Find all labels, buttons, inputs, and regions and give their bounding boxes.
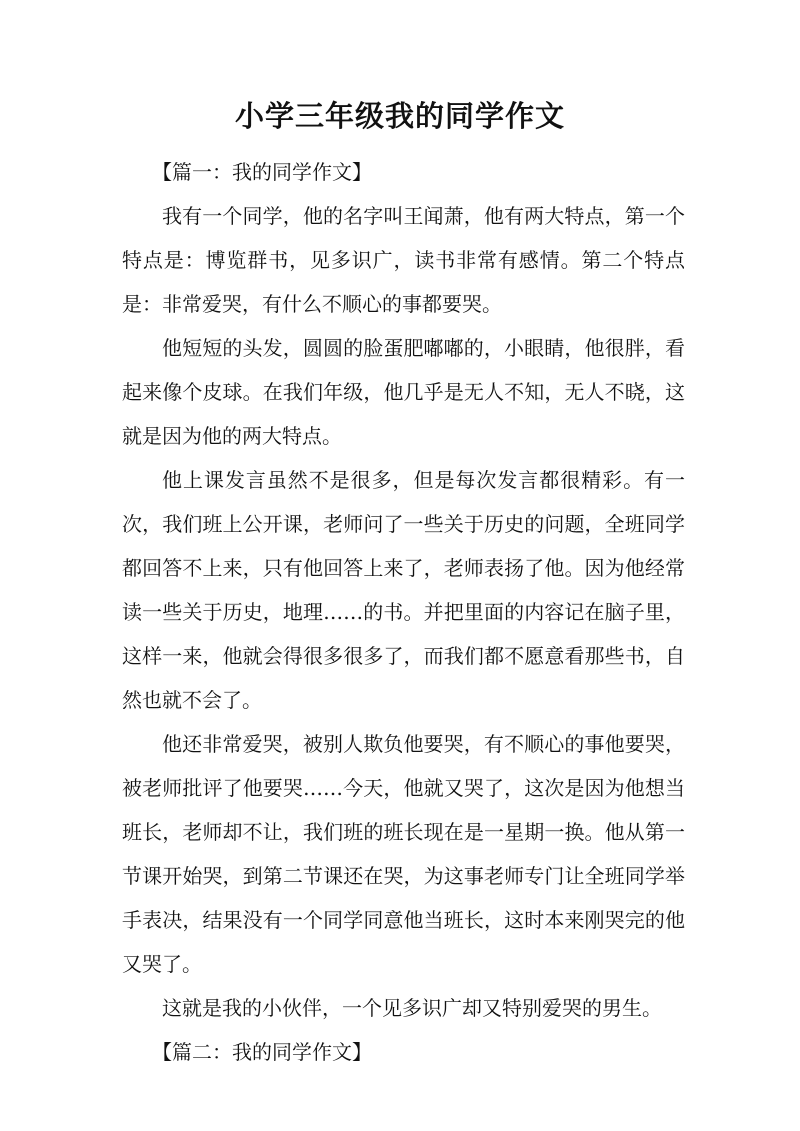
section-heading-2: 【篇二：我的同学作文】	[152, 1040, 372, 1064]
paragraph-4: 他还非常爱哭，被别人欺负他要哭，有不顺心的事他要哭，被老师批评了他要哭……今天，他就又哭了，这次是因为他想当班长，老师却不让，我们班的班长现在是一星期一换。他从第一节课开始哭，到第二节课还在哭，为这事老师专门让全班同学举手表决，结果没有一个同学同意他当班长，这时本来刚哭完的他又哭了。	[122, 732, 685, 976]
document-body	[122, 150, 685, 1074]
paragraph-3: 他上课发言虽然不是很多，但是每次发言都很精彩。有一次，我们班上公开课，老师问了一些关于历史的问题，全班同学都回答不上来，只有他回答上来了，老师表扬了他。因为他经常读一些关于历史，地理……的书。并把里面的内容记在脑子里，这样一来，他就会得很多很多了，而我们都不愿意看那些书，自然也就不会了。	[122, 468, 685, 712]
document-title: 小学三年级我的同学作文	[234, 99, 565, 133]
paragraph-2: 他短短的头发，圆圆的脸蛋肥嘟嘟的，小眼睛，他很胖，看起来像个皮球。在我们年级，他几乎是无人不知，无人不晓，这就是因为他的两大特点。	[122, 336, 685, 448]
paragraph-1: 我有一个同学，他的名字叫王闻萧，他有两大特点，第一个特点是：博览群书，见多识广，读书非常有感情。第二个特点是：非常爱哭，有什么不顺心的事都要哭。	[122, 204, 685, 316]
section-heading-1: 【篇一：我的同学作文】	[152, 160, 372, 184]
paragraph-5: 这就是我的小伙伴，一个见多识广却又特别爱哭的男生。	[162, 996, 662, 1020]
